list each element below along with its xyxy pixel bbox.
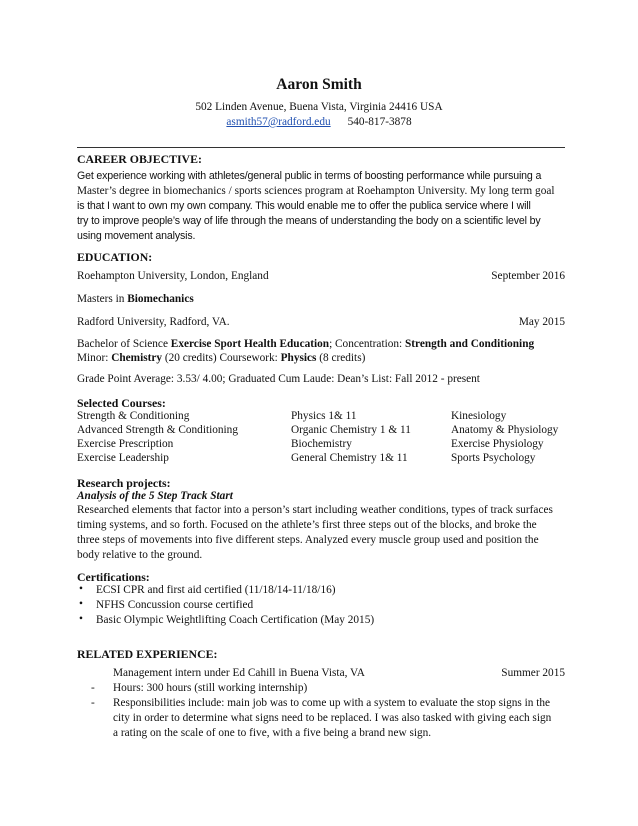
career-objective-heading: CAREER OBJECTIVE: xyxy=(77,152,202,166)
contact-line xyxy=(0,116,638,128)
course-item: Exercise Prescription xyxy=(77,438,174,450)
certification-item: NFHS Concussion course certified xyxy=(96,599,254,611)
career-line: Get experience working with athletes/general public in terms of boosting performance while pursuing a xyxy=(77,170,542,182)
bullet-icon: • xyxy=(79,613,83,625)
career-line: using movement analysis. xyxy=(77,230,196,242)
address-line: 502 Linden Avenue, Buena Vista, Virginia 24416 USA xyxy=(195,101,443,113)
bachelor-prefix: Bachelor of Science xyxy=(77,338,171,350)
coursework-credits: (8 credits) xyxy=(316,352,366,364)
job-responsibility-line: Responsibilities include: main job was to come up with a system to evaluate the stop signs in the xyxy=(113,697,551,709)
phone-number: 540-817-3878 xyxy=(347,116,412,128)
bachelor-mid: ; Concentration: xyxy=(329,338,405,350)
minor-subject: Chemistry xyxy=(111,352,163,364)
research-line: timing systems, and so forth. Focused on the athlete’s first three steps out of the blocks, and broke the xyxy=(77,519,537,531)
course-item: Kinesiology xyxy=(451,410,507,422)
certification-item: ECSI CPR and first aid certified (11/18/14-11/18/16) xyxy=(96,584,336,596)
degree-masters-field: Biomechanics xyxy=(127,293,194,305)
course-item: Exercise Leadership xyxy=(77,452,169,464)
job-responsibility-line: city in order to determine what signs need to be replaced. I was also tasked with giving each sign xyxy=(113,712,552,724)
school-roehampton: Roehampton University, London, England xyxy=(77,270,269,282)
job-hours: Hours: 300 hours (still working internship) xyxy=(113,682,308,694)
degree-masters xyxy=(77,293,194,305)
job-responsibility-line: a rating on the scale of one to five, with a five being a brand new sign. xyxy=(113,727,432,739)
bullet-icon: • xyxy=(79,583,83,595)
school-roehampton-date: September 2016 xyxy=(491,270,565,282)
course-item: Exercise Physiology xyxy=(451,438,544,450)
school-radford-date: May 2015 xyxy=(518,316,565,328)
bachelor-major: Exercise Sport Health Education xyxy=(170,338,330,350)
course-item: Physics 1& 11 xyxy=(291,410,357,422)
gpa-line: Grade Point Average: 3.53/ 4.00; Graduated Cum Laude: Dean’s List: Fall 2012 - present xyxy=(77,373,480,385)
research-heading: Research projects: xyxy=(77,476,171,490)
career-line: is that I want to own my own company. This would enable me to offer the publica service where I will xyxy=(77,200,531,212)
course-item: Organic Chemistry 1 & 11 xyxy=(291,424,411,436)
minor-prefix: Minor: xyxy=(77,352,112,364)
course-item: Sports Psychology xyxy=(451,452,536,464)
dash-marker: - xyxy=(91,697,95,709)
career-line: try to improve people’s way of life through the means of understanding the body on a scientific level by xyxy=(77,215,541,227)
job-title: Management intern under Ed Cahill in Buena Vista, VA xyxy=(113,667,365,679)
header-divider xyxy=(77,147,565,148)
degree-masters-prefix: Masters in xyxy=(77,293,128,305)
dash-marker: - xyxy=(91,682,95,694)
job-date: Summer 2015 xyxy=(501,667,565,679)
course-item: General Chemistry 1& 11 xyxy=(291,452,408,464)
research-line: Researched elements that factor into a person’s start including weather conditions, types of track surfaces xyxy=(77,504,553,516)
courses-heading: Selected Courses: xyxy=(77,396,166,410)
certification-item: Basic Olympic Weightlifting Coach Certification (May 2015) xyxy=(96,614,375,626)
course-item: Biochemistry xyxy=(291,438,352,450)
minor-credits: (20 credits) Coursework: xyxy=(162,352,281,364)
minor-line xyxy=(77,352,365,364)
candidate-name: Aaron Smith xyxy=(276,76,362,93)
research-title: Analysis of the 5 Step Track Start xyxy=(77,490,233,502)
certifications-heading: Certifications: xyxy=(77,570,150,584)
coursework-subject: Physics xyxy=(280,352,317,364)
education-heading: EDUCATION: xyxy=(77,250,153,264)
course-item: Strength & Conditioning xyxy=(77,410,190,422)
career-line: Master’s degree in biomechanics / sports sciences program at Roehampton University. My long term goal xyxy=(77,185,555,197)
course-item: Advanced Strength & Conditioning xyxy=(77,424,238,436)
school-radford: Radford University, Radford, VA. xyxy=(77,316,230,328)
degree-bachelor xyxy=(77,338,534,350)
email-link[interactable]: asmith57@radford.edu xyxy=(226,116,331,128)
course-item: Anatomy & Physiology xyxy=(451,424,559,436)
research-line: body relative to the ground. xyxy=(77,549,203,561)
experience-heading: RELATED EXPERIENCE: xyxy=(77,647,218,661)
bullet-icon: • xyxy=(79,598,83,610)
research-line: three steps of movements into five different steps. Analyzed every muscle group used and position the xyxy=(77,534,539,546)
bachelor-concentration: Strength and Conditioning xyxy=(405,338,535,350)
